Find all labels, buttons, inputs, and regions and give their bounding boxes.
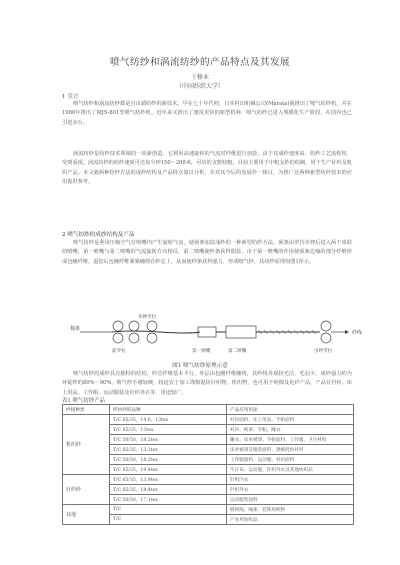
table-row: [63, 415, 354, 425]
table-cell-item: T/C 65/35，18.4tex: [110, 485, 227, 495]
table-cell-use: 床单被罩及服装面料、涤棉混纺衬衫: [227, 445, 354, 455]
table-cell-use: 产业用纺织品: [227, 515, 354, 525]
roller-icon: [321, 321, 331, 331]
jet-nozzle-2: [226, 326, 256, 338]
author: 于修业: [190, 74, 209, 81]
table-cell-use: 缝纫线、绳索、装饰用织物: [227, 505, 354, 515]
table-cell-use: 针织内衣: [227, 475, 354, 485]
paper-title: 喷气纺纱和涡流纺纱的产品特点及其发展: [109, 57, 290, 68]
table-cell-use: 工作服面料、运动服、衬衫面料: [227, 455, 354, 465]
table-cell-category: 针织纱: [63, 475, 110, 505]
table-cell-use: 运动服装面料: [227, 495, 354, 505]
products-table: [62, 404, 354, 525]
table-cell-use: 牛仔布、运动服、针织外衣及其他纺织品: [227, 465, 354, 475]
table-header: 产品应用用途: [227, 405, 354, 415]
jet-nozzle-1: [198, 327, 216, 337]
roller-icon: [129, 333, 139, 343]
figure-caption: 图1 喷气纺纱原理示意: [172, 363, 228, 369]
table-cell-item: T/C 65/35，19.4tex: [110, 465, 227, 475]
table-row: [63, 475, 354, 485]
label-rollers: 牵伸罗拉: [138, 315, 157, 320]
roller-icon: [321, 333, 331, 343]
label-yarn: 纱线: [352, 330, 363, 336]
table-cell-use: 衬衫面料、床上用品、手帕面料: [227, 415, 354, 425]
section-heading-1: 1 引言: [62, 94, 79, 100]
airjet-spinning-diagram: [0, 308, 400, 358]
paragraph-intro: 喷气纺纱和涡流纺纱都是自由端纺纱的新技术，早在七十年代初，日本村田机械公司(Murata)就推出了喷气纺纱机，并在1980年推出了MJS-801型喷气纺纱机。近年来又推出了速度更快的新型机种，喷气纺纱已进入规模化生产阶段，在国内也已引进多台。: [62, 101, 352, 126]
label-jet2: 第二喷嘴: [228, 349, 247, 354]
roller-icon: [147, 321, 157, 331]
roller-icon: [113, 333, 123, 343]
table-cell-category: 机织纱: [63, 415, 110, 475]
table-cell-item: T/C 50/50，18.2tex: [110, 435, 227, 445]
label-delivery: 引纱罗拉: [314, 349, 333, 354]
table-cell-item: T/C 65/35，14.6，13tex: [110, 415, 227, 425]
roller-icon: [113, 321, 123, 331]
table-cell-item: T/C 65/35，13.9tex: [110, 475, 227, 485]
table-cell-item: T/C: [110, 505, 227, 515]
table-cell-use: 睡衣、床单被罩、手帕面料、工作服、卫生材料: [227, 435, 354, 445]
table-header: 纱线种类: [63, 405, 110, 415]
table-header: 所纺纱的品种: [110, 405, 227, 415]
paragraph-airjet-principle: 喷气纺纱是利用压缩空气在喷嘴内产生旋转气流，使须条加捻成纱的一种新型纺纱方法。须条由罗拉牵伸后进入两个串联的喷嘴，第一喷嘴与第二喷嘴的气流旋转方向相反，第二喷嘴使纱条获得假捻，由于第一喷嘴的作用使须条边缘的部分纤维形成包缠纤维，退捻后包缠纤维紧紧缠绕在纱芯上，从而使纱条获得强力，形成喷气纱，其纺纱原理如图1所示。: [62, 240, 352, 265]
label-jet1: 第一喷嘴: [192, 349, 211, 354]
table-cell-item: T/C: [110, 515, 227, 525]
table-cell-item: T/C 65/35，13.1tex: [110, 445, 227, 455]
table-cell-item: T/C 50/50，17.1tex: [110, 495, 227, 505]
table-cell-use: 针织外衣: [227, 485, 354, 495]
label-sliver: 棉条: [70, 326, 81, 332]
table-cell-use: 衬衫、被罩、手帕、睡衣: [227, 425, 354, 435]
section-heading-2: 2 喷气纺纱的成纱结构及产品: [62, 232, 135, 238]
table-caption: 表1 喷气纺纱产品: [62, 398, 105, 404]
table-cell-category: 其他: [63, 505, 110, 525]
table-cell-item: T/C 50/50，18.2tex: [110, 455, 227, 465]
label-front-roller: 前罗拉: [112, 349, 126, 354]
roller-icon: [147, 333, 157, 343]
paragraph-yarn-structure: 喷气纺纱的成纱具有独特的结构，纱芯纤维基本平行，外层由包缠纤维缠绕，其纱线外观较光洁，毛羽少，成纱强力约为环锭纱的80%～90%。喷气纱手感较硬，较适宜于加工涤棉混纺针织物、机织物，也可用于纯棉及化纤产品，产品有衬衫、床上用品、工作服、运动服装及针织外衣等，用途较广。: [62, 371, 352, 395]
roller-icon: [129, 321, 139, 331]
paragraph-vortex: 涡流纺纱是纺纱技术领域的一项新创造，它利用高速旋转的气流对纤维进行加捻，由于其成纱速度高，纺纱工艺流程短，受到重视。涡流纺纱的纺纱速度可达每分钟150～200米，可纺的支数较粗，目前主要用于中粗支纱的纺制，用于生产针织及机织产品。本文就两种纺纱方法的成纱结构及产品特点加以分析，并对其今后的发展作一探讨，为推广这两种新型纺纱技术的应用提供参考。: [62, 151, 352, 185]
table-row: [63, 505, 354, 515]
table-cell-item: T/C 65/35，13tex: [110, 425, 227, 435]
affiliation: （中国纺织大学）: [175, 83, 224, 90]
